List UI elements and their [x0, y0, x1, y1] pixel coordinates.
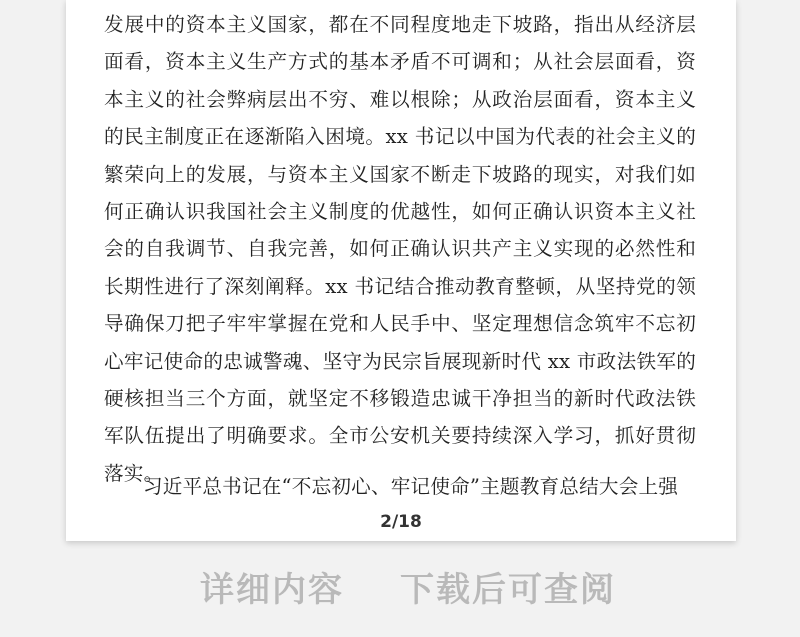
page-number: 2/18 [380, 512, 422, 532]
body-paragraph-2: 习近平总书记在“不忘初心、牢记使命”主题教育总结大会上强 [143, 475, 679, 498]
document-page [66, 0, 736, 541]
details-label: 详细内容 [200, 570, 344, 610]
download-to-view-label: 下载后可查阅 [400, 570, 616, 610]
body-paragraph-1: 发展中的资本主义国家，都在不同程度地走下坡路，指出从经济层面看，资本主义生产方式的基本矛盾不可调和；从社会层面看，资本主义的社会弊病层出不穷、难以根除；从政治层面看，资本主义的民主制度正在逐渐陷入困境。xx 书记以中国为代表的社会主义的繁荣向上的发展，与资本主义国家不断走下坡路的现实，对我们如何正确认识我国社会主义制度的优越性，如何正确认识资本主义社会的自我调节、自我完善，如何正确认识共产主义实现的必然性和长期性进行了深刻阐释。xx 书记结合推动教育整顿，从坚持党的领导确保刀把子牢牢掌握在党和人民手中、坚定理想信念筑牢不忘初心牢记使命的忠诚警魂、坚守为民宗旨展现新时代 xx 市政法铁军的硬核担当三个方面，就坚定不移锻造忠诚干净担当的新时代政法铁军队伍提出了明确要求。全市公安机关要持续深入学习，抓好贯彻落实。 [104, 13, 696, 485]
download-hint-banner [0, 562, 800, 610]
